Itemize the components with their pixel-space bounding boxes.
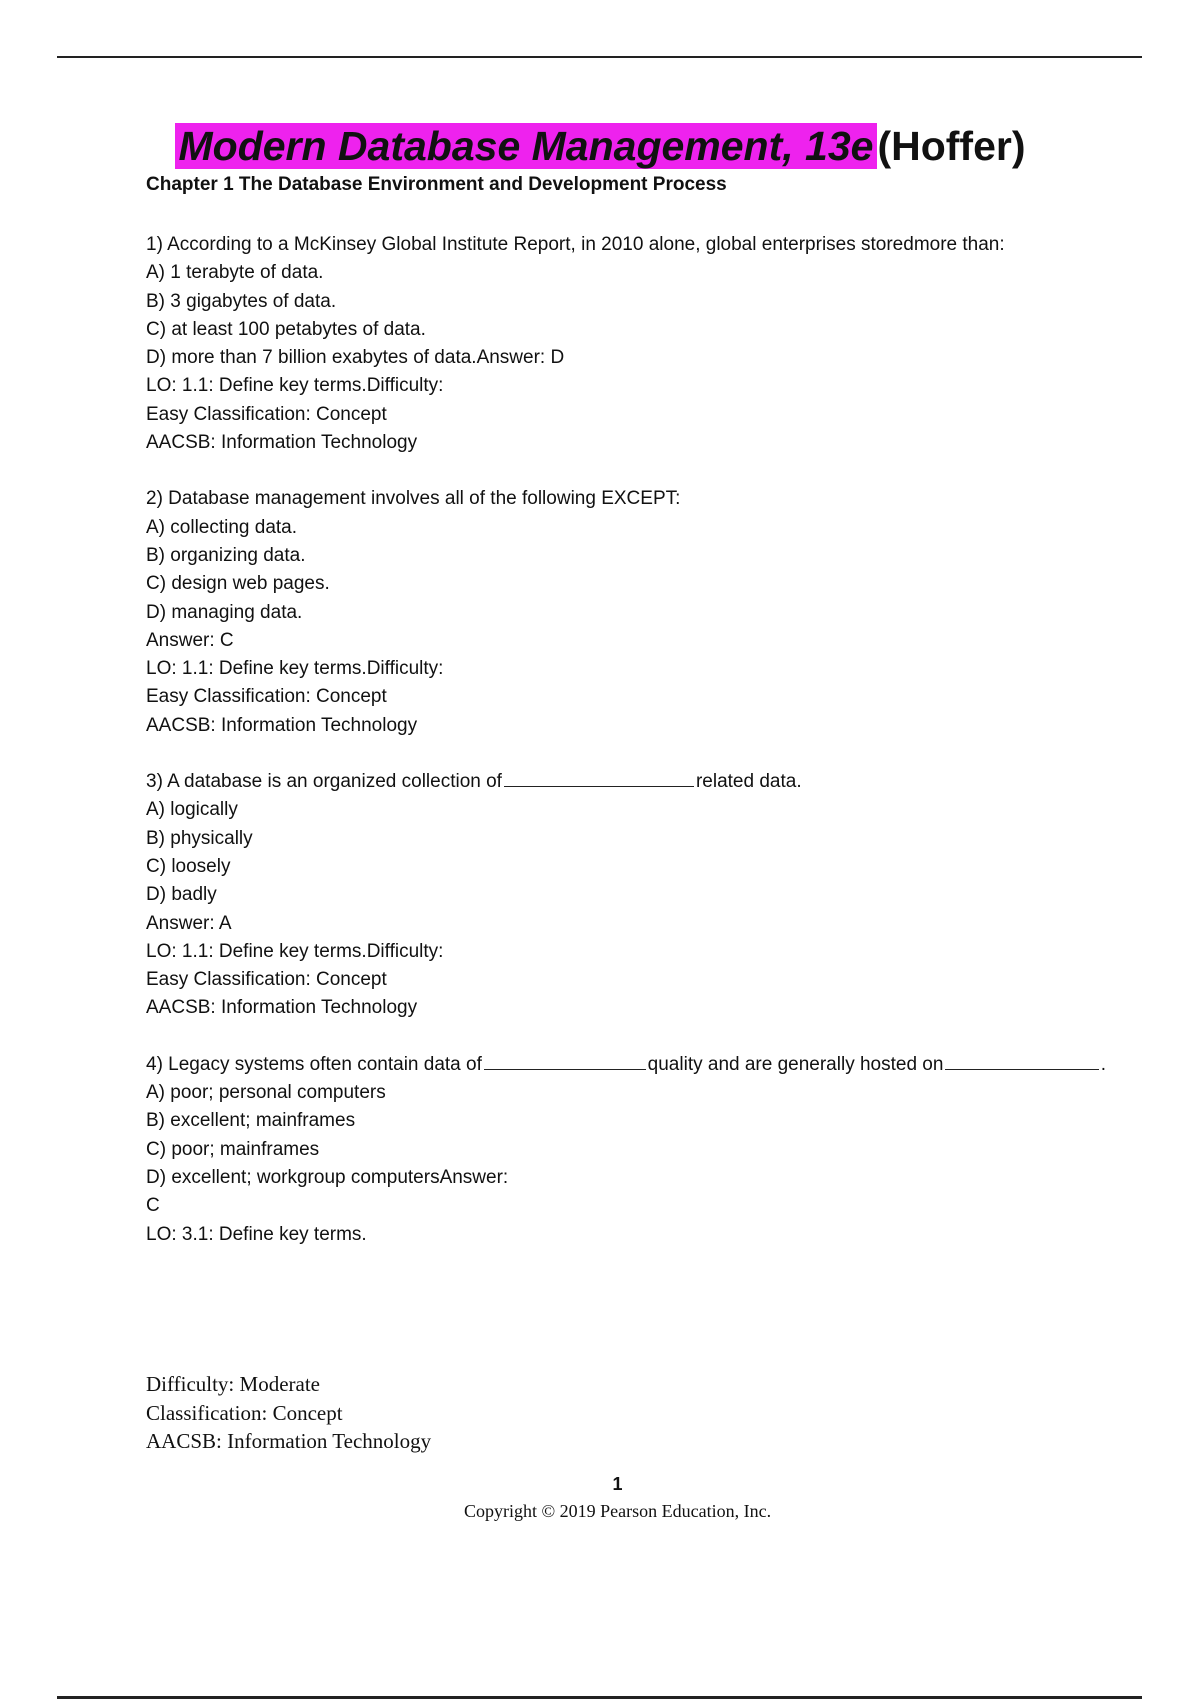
option: B) 3 gigabytes of data.	[146, 290, 337, 312]
meta-line: Easy Classification: Concept	[146, 403, 387, 425]
option: D) managing data.	[146, 601, 303, 623]
option: B) physically	[146, 827, 253, 849]
top-rule	[57, 56, 1142, 58]
option: C) loosely	[146, 855, 231, 877]
option: D) badly	[146, 884, 217, 906]
option: D) more than 7 billion exabytes of data.Answer: D	[146, 347, 565, 369]
option: B) organizing data.	[146, 544, 306, 566]
question-stem	[146, 768, 1106, 796]
option: A) poor; personal computers	[146, 1082, 386, 1104]
question-stem: 1) According to a McKinsey Global Institute Report, in 2010 alone, global enterprises storedmore than:	[146, 234, 1005, 255]
question-stem	[146, 1051, 1106, 1079]
aacsb-line: AACSB: Information Technology	[146, 1429, 432, 1453]
meta-line: AACSB: Information Technology	[146, 714, 418, 736]
option: C) at least 100 petabytes of data.	[146, 318, 426, 340]
footer-metadata	[146, 1370, 431, 1456]
copyright-notice: Copyright © 2019 Pearson Education, Inc.	[463, 1501, 772, 1521]
option: A) collecting data.	[146, 516, 298, 538]
option: A) logically	[146, 799, 238, 821]
difficulty-line: Difficulty: Moderate	[146, 1372, 320, 1396]
stem-part: related data.	[695, 771, 802, 793]
meta-line: AACSB: Information Technology	[146, 997, 418, 1019]
meta-line: Answer: A	[146, 912, 232, 934]
question-1	[146, 231, 1106, 457]
question-2	[146, 485, 1106, 740]
fill-blank	[504, 768, 694, 787]
question-3	[146, 768, 1106, 1023]
page-number: 1	[612, 1474, 623, 1494]
option: C) design web pages.	[146, 573, 330, 595]
meta-line: LO: 3.1: Define key terms.	[146, 1223, 367, 1245]
meta-line: C	[146, 1195, 160, 1217]
meta-line: Easy Classification: Concept	[146, 969, 387, 991]
question-stem: 2) Database management involves all of the following EXCEPT:	[146, 488, 681, 510]
meta-line: LO: 1.1: Define key terms.Difficulty:	[146, 375, 444, 397]
meta-line: Easy Classification: Concept	[146, 686, 387, 708]
option: A) 1 terabyte of data.	[146, 262, 324, 284]
option: D) excellent; workgroup computersAnswer:	[146, 1166, 509, 1188]
stem-part: 4) Legacy systems often contain data of	[146, 1053, 482, 1075]
option: B) excellent; mainframes	[146, 1110, 356, 1132]
stem-part: .	[1100, 1053, 1106, 1075]
questions-list	[146, 231, 1106, 1277]
meta-line: LO: 1.1: Define key terms.Difficulty:	[146, 940, 444, 962]
question-4	[146, 1051, 1106, 1249]
title-author: (Hoffer)	[877, 123, 1026, 169]
chapter-heading: Chapter 1 The Database Environment and Development Process	[146, 174, 727, 195]
fill-blank	[484, 1051, 646, 1070]
document-title	[0, 122, 1200, 170]
option: C) poor; mainframes	[146, 1138, 320, 1160]
fill-blank	[945, 1051, 1098, 1070]
stem-part: quality and are generally hosted on	[647, 1053, 944, 1075]
classification-line: Classification: Concept	[146, 1400, 343, 1425]
bottom-rule	[57, 1696, 1142, 1699]
title-highlight: Modern Database Management, 13e	[175, 123, 878, 169]
meta-line: Answer: C	[146, 629, 234, 651]
meta-line: LO: 1.1: Define key terms.Difficulty:	[146, 658, 444, 680]
meta-line: AACSB: Information Technology	[146, 432, 418, 454]
stem-part: 3) A database is an organized collection of	[146, 771, 502, 793]
